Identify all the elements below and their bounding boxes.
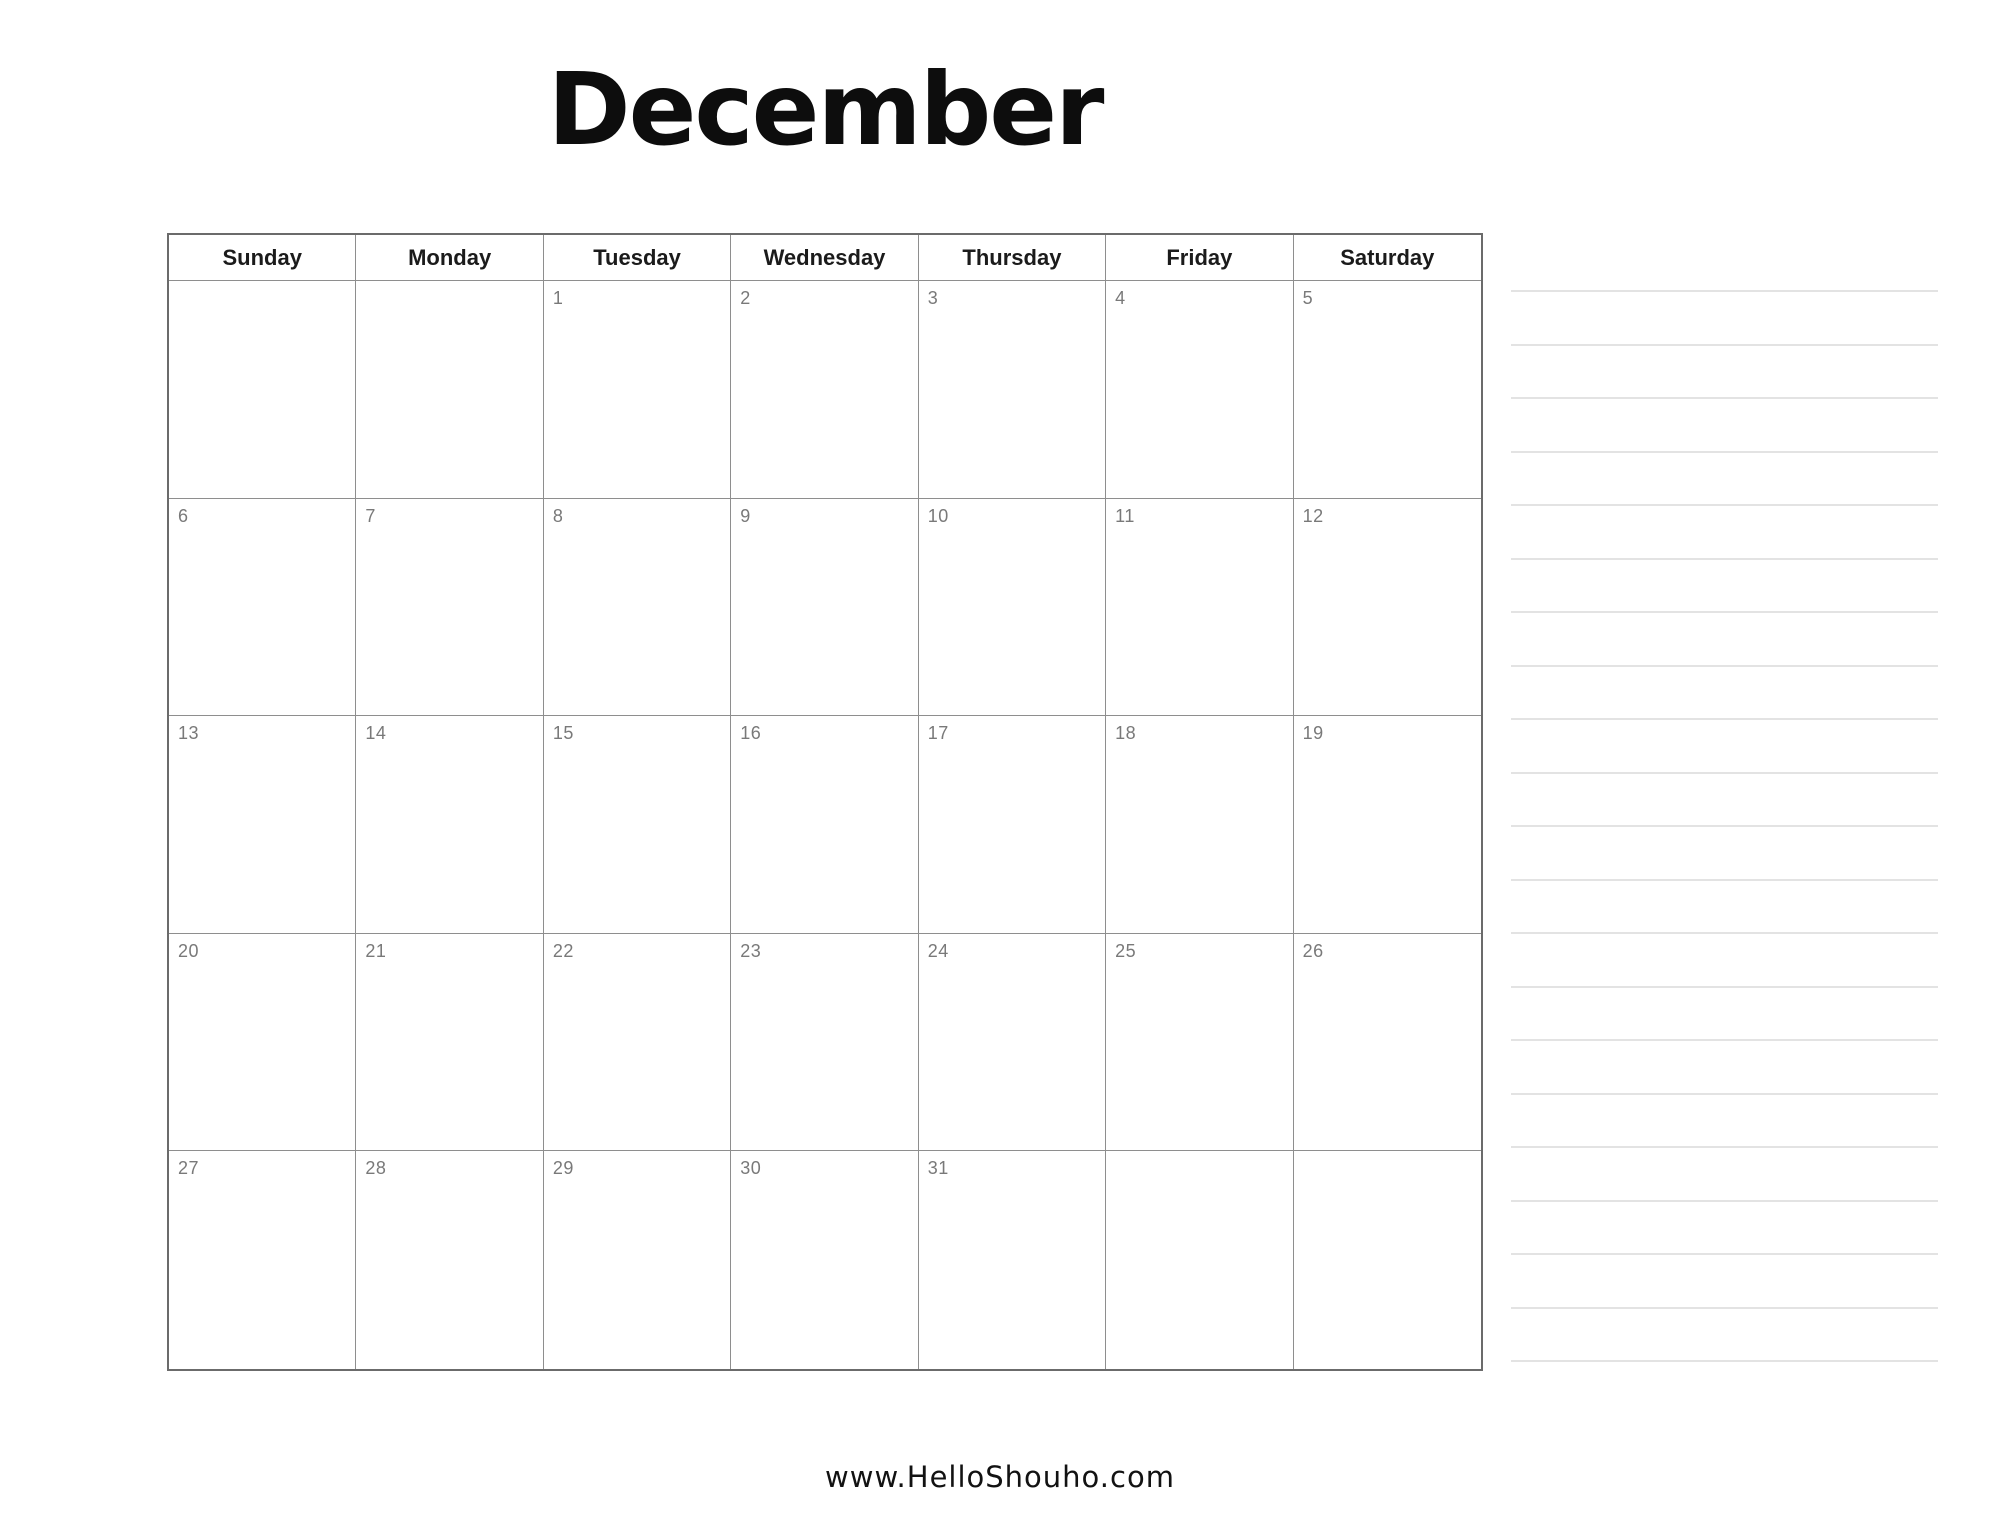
note-line (1511, 1146, 1938, 1200)
page-title: December (547, 51, 1103, 168)
note-line (1511, 611, 1938, 665)
weekday-header-friday: Friday (1106, 235, 1293, 281)
weekday-header-monday: Monday (356, 235, 543, 281)
weekday-header-tuesday: Tuesday (544, 235, 731, 281)
day-number: 7 (365, 505, 376, 526)
note-line (1511, 344, 1938, 398)
note-line (1511, 290, 1938, 344)
day-number: 29 (552, 1158, 574, 1179)
day-number: 19 (1302, 723, 1324, 744)
calendar-cell-22 (544, 934, 731, 1152)
note-line (1511, 1253, 1938, 1307)
day-number: 22 (552, 940, 574, 961)
calendar-cell-3 (919, 281, 1106, 499)
note-line (1511, 986, 1938, 1040)
note-line (1511, 1200, 1938, 1254)
calendar-cell-18 (1106, 716, 1293, 934)
note-line (1511, 397, 1938, 451)
day-number: 28 (365, 1158, 387, 1179)
day-number: 21 (365, 940, 387, 961)
calendar-cell-19 (1294, 716, 1481, 934)
day-number: 12 (1302, 505, 1324, 526)
day-number: 2 (740, 288, 751, 308)
day-number: 14 (365, 723, 387, 744)
day-number: 31 (927, 1158, 949, 1179)
day-number: 20 (178, 940, 200, 961)
note-line (1511, 1307, 1938, 1361)
note-line (1511, 1360, 1938, 1414)
day-number: 18 (1115, 723, 1137, 744)
day-number: 11 (1115, 505, 1135, 526)
day-number: 8 (552, 505, 564, 526)
day-number: 30 (740, 1158, 762, 1179)
calendar-cell-31 (919, 1151, 1106, 1369)
calendar-cell-10 (919, 499, 1106, 717)
calendar-cell-11 (1106, 499, 1293, 717)
calendar-cell-4 (1106, 281, 1293, 499)
day-number: 27 (178, 1158, 200, 1179)
calendar-cell-16 (731, 716, 918, 934)
calendar-cell-23 (731, 934, 918, 1152)
calendar-cell-24 (919, 934, 1106, 1152)
calendar-cell-empty (1106, 1151, 1293, 1369)
calendar-cell-20 (169, 934, 356, 1152)
calendar-cell-empty (356, 281, 543, 499)
weekday-header-wednesday: Wednesday (731, 235, 918, 281)
day-number: 4 (1115, 288, 1126, 308)
day-number: 24 (927, 940, 949, 961)
note-line (1511, 825, 1938, 879)
day-number: 25 (1115, 940, 1137, 961)
weekday-header-thursday: Thursday (919, 235, 1106, 281)
note-line (1511, 772, 1938, 826)
calendar-cell-27 (169, 1151, 356, 1369)
day-number: 10 (927, 505, 949, 526)
note-line (1511, 1039, 1938, 1093)
day-number: 16 (740, 723, 762, 744)
calendar-cell-empty (1294, 1151, 1481, 1369)
note-line (1511, 1093, 1938, 1147)
calendar-cell-14 (356, 716, 543, 934)
day-number: 23 (740, 940, 762, 961)
note-line (1511, 504, 1938, 558)
notes-lines (1511, 290, 1938, 1414)
day-number: 17 (927, 723, 949, 744)
weekday-header-saturday: Saturday (1294, 235, 1481, 281)
calendar-cell-1 (544, 281, 731, 499)
note-line (1511, 558, 1938, 612)
day-number: 3 (927, 288, 939, 308)
calendar-cell-15 (544, 716, 731, 934)
day-number: 9 (740, 505, 751, 526)
calendar-cell-7 (356, 499, 543, 717)
calendar-cell-26 (1294, 934, 1481, 1152)
calendar-cell-empty (169, 281, 356, 499)
calendar-cell-2 (731, 281, 918, 499)
calendar-cell-30 (731, 1151, 918, 1369)
day-number: 26 (1302, 940, 1324, 961)
calendar-grid (167, 233, 1483, 1371)
note-line (1511, 718, 1938, 772)
day-number: 15 (552, 723, 574, 744)
note-line (1511, 665, 1938, 719)
day-number: 6 (178, 505, 189, 526)
calendar-cell-13 (169, 716, 356, 934)
note-line (1511, 932, 1938, 986)
footer-url: www.HelloShouho.com (825, 1460, 1175, 1494)
day-number: 5 (1302, 288, 1314, 308)
weekday-header-sunday: Sunday (169, 235, 356, 281)
calendar-cell-6 (169, 499, 356, 717)
calendar-cell-29 (544, 1151, 731, 1369)
calendar-cell-12 (1294, 499, 1481, 717)
note-line (1511, 879, 1938, 933)
calendar-cell-17 (919, 716, 1106, 934)
calendar-cell-9 (731, 499, 918, 717)
day-number: 13 (178, 723, 200, 744)
calendar-cell-25 (1106, 934, 1293, 1152)
calendar-cell-28 (356, 1151, 543, 1369)
calendar-cell-21 (356, 934, 543, 1152)
calendar-cell-5 (1294, 281, 1481, 499)
calendar-cell-8 (544, 499, 731, 717)
day-number: 1 (552, 288, 564, 308)
note-line (1511, 451, 1938, 505)
